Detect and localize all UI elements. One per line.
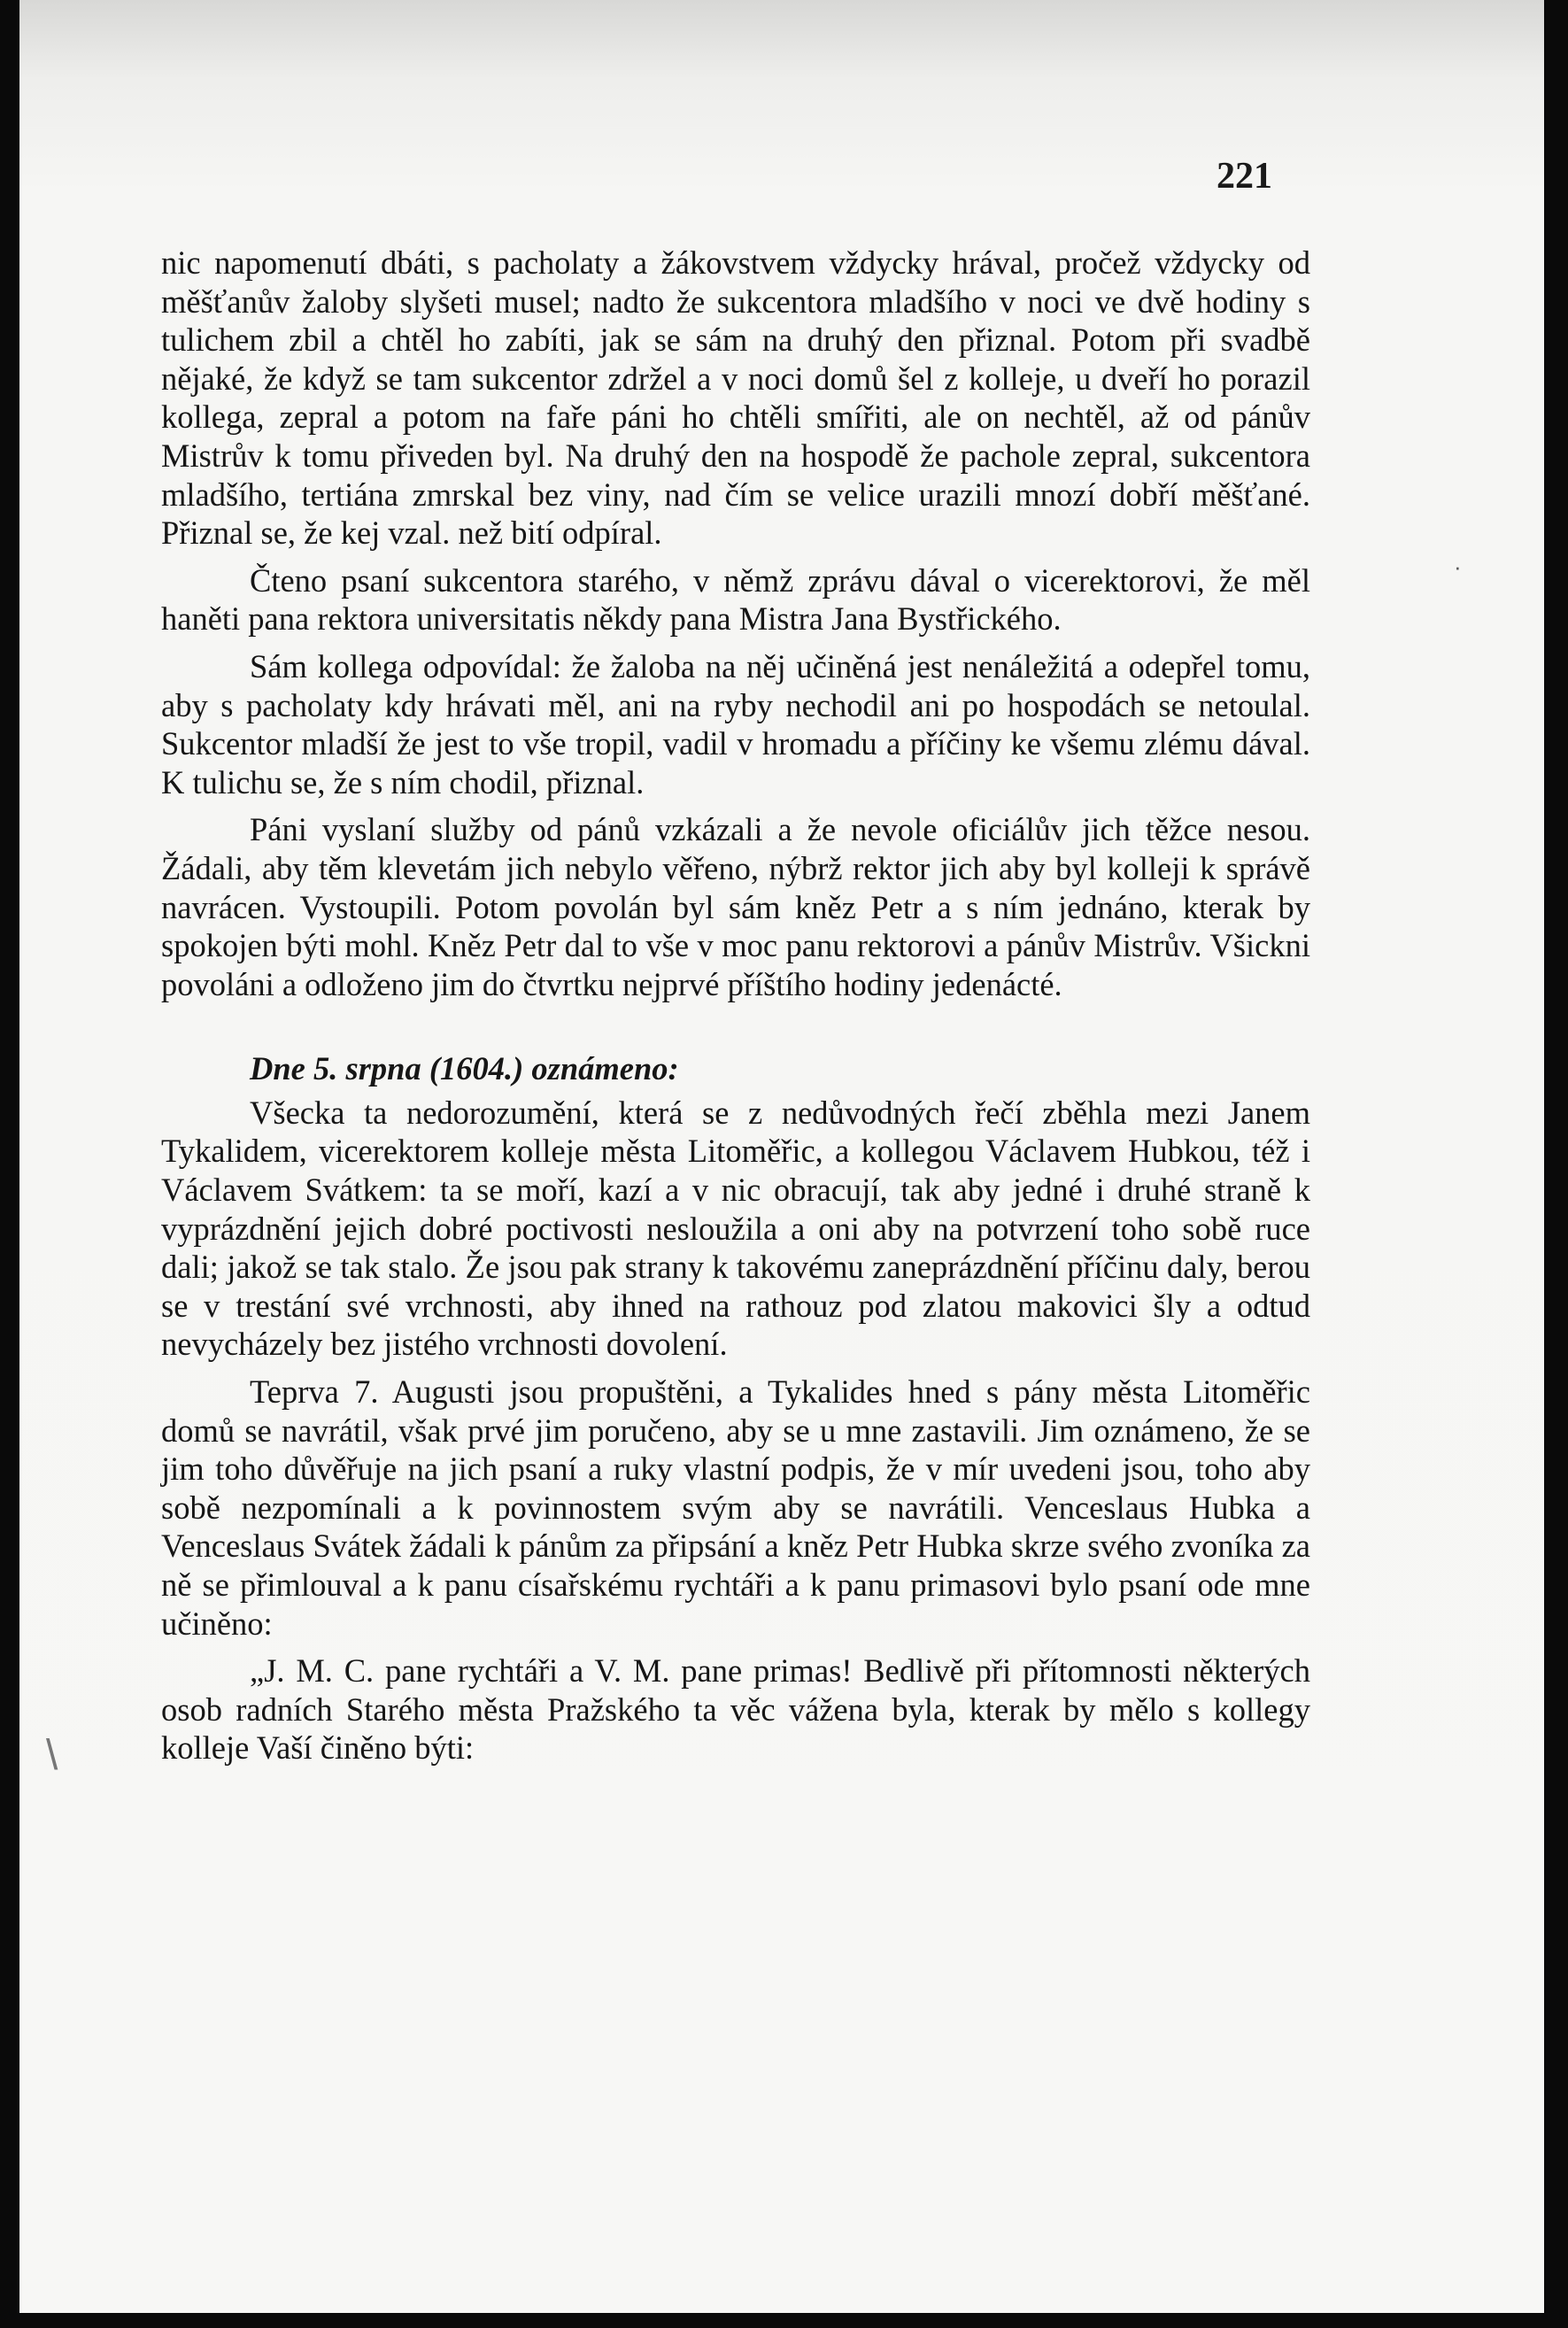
paragraph: Teprva 7. Augusti jsou propuštěni, a Tykalides hned s pány města Litoměřic domů se navrátil, však prvé jim poručeno, aby se u mne zastavili. Jim oznámeno, že se jim toho důvěřuje na jich psaní a ruky vlastní podpis, že v mír uvedeni jsou, toho aby sobě nezpomínali a k povinnostem svým aby se navrátili. Venceslaus Hubka a Venceslaus Svátek žádali k pánům za připsání a kněz Petr Hubka skrze svého zvoníka za ně se přimlouval a k panu císařskému rychtáři a k panu primasovi bylo psaní ode mne učiněno: (161, 1373, 1310, 1642)
paragraph: Čteno psaní sukcentora starého, v němž zprávu dával o vicerektorovi, že měl haněti pana rektora universitatis někdy pana Mistra Jana Bystřického. (161, 561, 1310, 638)
paragraph: Všecka ta nedorozumění, která se z nedůvodných řečí zběhla mezi Janem Tykalidem, vicerektorem kolleje města Litoměřic, a kollegou Václavem Hubkou, též i Václavem Svátkem: ta se moří, kazí a v nic obracují, tak aby jedné i druhé straně k vyprázdnění jejich dobré poctivosti nesloužila a oni aby na potvrzení toho sobě ruce dali; jakož se tak stalo. Že jsou pak strany k takovému zaneprázdnění příčinu daly, berou se v trestání své vrchnosti, aby ihned na rathouz pod zlatou makovici šly a odtud nevycházely bez jistého vrchnosti dovolení. (161, 1094, 1310, 1363)
body-text (161, 244, 1310, 1776)
margin-mark: \ (46, 1732, 58, 1779)
book-page (19, 0, 1544, 2313)
speck-mark: · (1454, 553, 1462, 580)
paragraph: Páni vyslaní služby od pánů vzkázali a že nevole oficiálův jich těžce nesou. Žádali, aby těm klevetám jich nebylo věřeno, nýbrž rektor jich aby byl kolleji k správě navrácen. Vystoupili. Potom povolán byl sám kněz Petr a s ním jednáno, kterak by spokojen býti mohl. Kněz Petr dal to vše v moc panu rektorovi a pánův Mistrův. Všickni povoláni a odloženo jim do čtvrtku nejprvé příštího hodiny jedenácté. (161, 811, 1310, 1002)
paragraph: Sám kollega odpovídal: že žaloba na něj učiněná jest nenáležitá a odepřel tomu, aby s pacholaty kdy hrávati měl, ani na ryby nechodil ani po hospodách se netoulal. Sukcentor mladší že jest to vše tropil, vadil v hromadu a příčiny ke všemu zlému dával. K tulichu se, že s ním chodil, přiznal. (161, 647, 1310, 800)
paragraph: nic napomenutí dbáti, s pacholaty a žákovstvem vždycky hrával, pročež vždycky od měšťanův žaloby slyšeti musel; nadto že sukcentora mladšího v noci ve dvě hodiny s tulichem zbil a chtěl ho zabíti, jak se sám na druhý den přiznal. Potom při svadbě nějaké, že když se tam sukcentor zdržel a v noci domů šel z kolleje, u dveří ho porazil kollega, zepral a potom na faře páni ho chtěli smířiti, ale on nechtěl, až od pánův Mistrův k tomu přiveden byl. Na druhý den na hospodě že pachole zepral, sukcentora mladšího, tertiána zmrskal bez viny, nad čím se velice urazili mnozí dobří měšťané. Přiznal se, že kej vzal. než bití odpíral. (161, 244, 1310, 552)
page-number: 221 (1217, 156, 1272, 197)
section-heading: Dne 5. srpna (1604.) oznámeno: (250, 1050, 679, 1087)
paragraph: „J. M. C. pane rychtáři a V. M. pane primas! Bedlivě při přítomnosti některých osob radních Starého města Pražského ta věc vážena byla, kterak by mělo s kollegy kolleje Vaší činěno býti: (161, 1652, 1310, 1767)
